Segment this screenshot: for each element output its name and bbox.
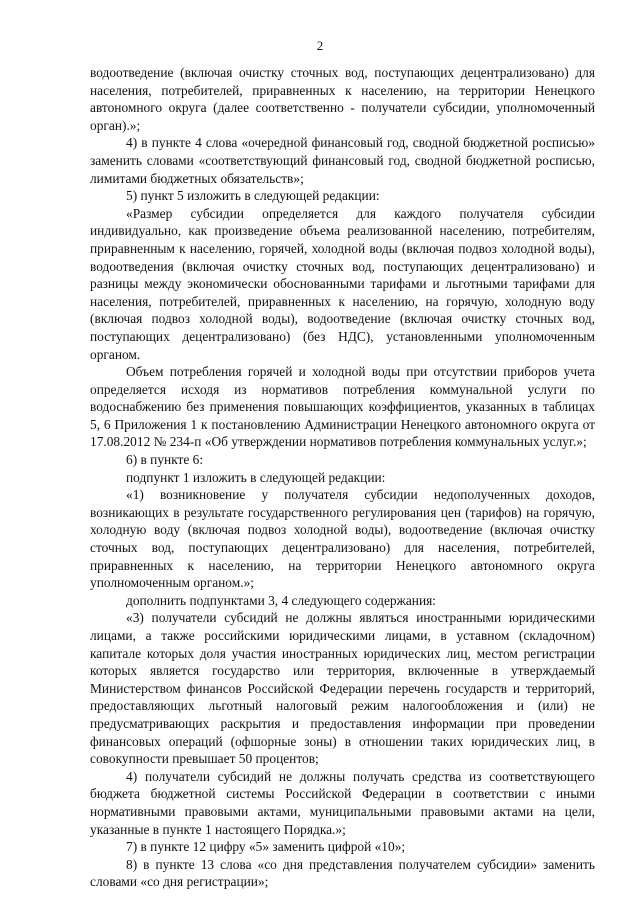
paragraph: 4) в пункте 4 слова «очередной финансовый год, сводной бюджетной росписью» заменить словами «соответствующий финансовый год, сводной бюджетной росписью, лимитами бюджетных обязательств»; [90, 135, 595, 186]
paragraph: 6) в пункте 6: [126, 452, 204, 468]
paragraph: «3) получатели субсидий не должны являться иностранными юридическими лицами, а также российскими юридическими лицами, в уставном (складочном) капитале которых доля участия иностранных юридических лиц, местом регистрации которых является государство или территория, включенные в утверждаемый Министерством финансов Российской Федерации перечень государств и территорий, предоставляющих льготный налоговый режим налогообложения и (или) не предусматривающих раскрытия и предоставления информации при проведении финансовых операций (офшорные зоны) в отношении таких юридических лиц, в совокупности превышает 50 процентов; [90, 610, 595, 767]
paragraph: «1) возникновение у получателя субсидии недополученных доходов, возникающих в результате государственного регулирования цен (тарифов) на горячую, холодную воду (включая подвоз холодной воды), водоотведение (включая очистку сточных вод, поступающих децентрализовано) для населения, потребителей, приравненных к населению, на территории Ненецкого автономного округа уполномоченным органом.»; [90, 487, 595, 591]
paragraph: 8) в пункте 13 слова «со дня представления получателем субсидии» заменить словами «со дня регистрации»; [90, 856, 595, 890]
paragraph: водоотведение (включая очистку сточных вод, поступающих децентрализовано) для населения, потребителей, приравненных к населению, на территории Ненецкого автономного округа (далее соответственно - получатели субсидии, уполномоченный орган).»; [90, 65, 595, 133]
paragraph: «Размер субсидии определяется для каждого получателя субсидии индивидуально, как произведение объема реализованной населению, потребителям, приравненным к населению, горячей, холодной воды (включая подвоз холодной воды), водоотведения (включая очистку сточных вод, поступающих децентрализовано) и разницы между экономически обоснованными тарифами и льготными тарифами для населения, потребителей, приравненных к населению, на горячую, холодную воду (включая подвоз холодной воды), водоотведение (включая очистку сточных вод, поступающих децентрализовано) (без НДС), установленными уполномоченным органом. [90, 205, 595, 362]
paragraph: Объем потребления горячей и холодной воды при отсутствии приборов учета определяется исходя из нормативов потребления коммунальной услуги по водоснабжению без применения повышающих коэффициентов, указанных в таблицах 5, 6 Приложения 1 к постановлению Администрации Ненецкого автономного округа от 17.08.2012 № 234-п «Об утверждении нормативов потребления коммунальных услуг.»; [90, 364, 595, 450]
paragraph: дополнить подпунктами 3, 4 следующего содержания: [126, 592, 437, 608]
paragraph: 7) в пункте 12 цифру «5» заменить цифрой «10»; [126, 839, 406, 855]
page-number: 2 [316, 38, 324, 53]
paragraph: 5) пункт 5 изложить в следующей редакции: [126, 188, 380, 204]
paragraph: подпункт 1 изложить в следующей редакции: [126, 469, 386, 485]
document-body [90, 64, 595, 891]
paragraph: 4) получатели субсидий не должны получать средства из соответствующего бюджета бюджетной системы Российской Федерации в соответствии с иными нормативными правовыми актами, муниципальными правовыми актами на цели, указанные в пункте 1 настоящего Порядка.»; [90, 768, 595, 837]
